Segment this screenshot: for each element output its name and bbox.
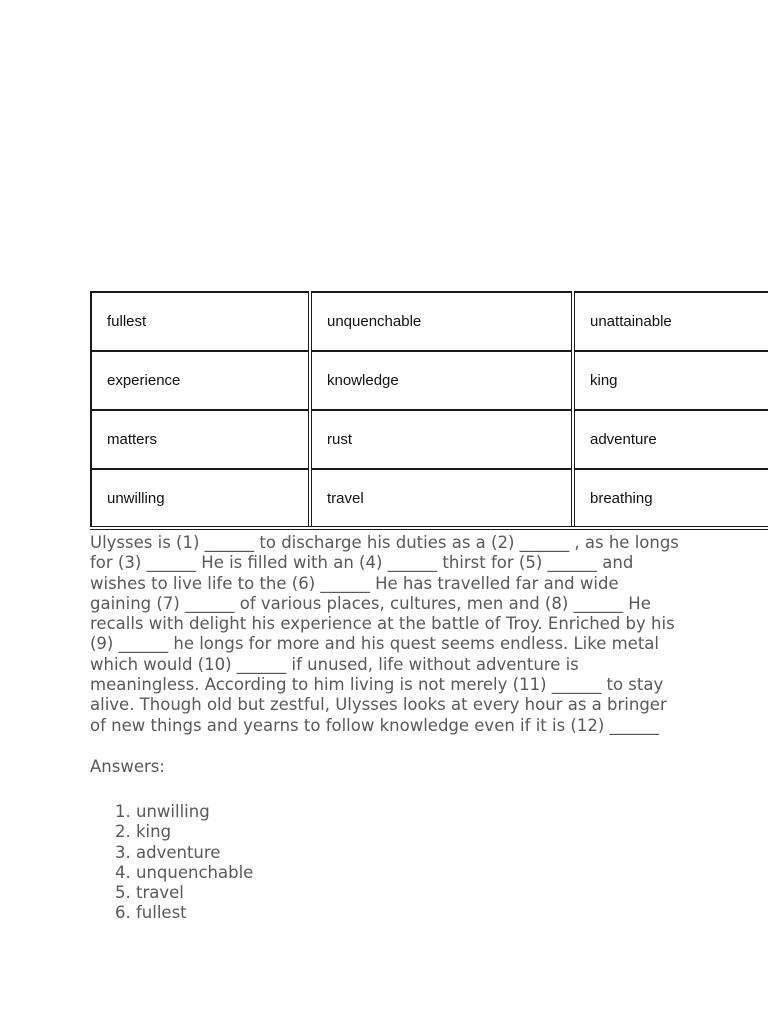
table-row xyxy=(91,292,768,351)
answers-list xyxy=(90,802,253,924)
table-row xyxy=(91,469,768,528)
table-row xyxy=(91,351,768,410)
word-bank-table xyxy=(90,291,768,530)
table-cell: unattainable xyxy=(573,292,768,351)
table-cell: travel xyxy=(310,469,573,528)
table-cell: rust xyxy=(310,410,573,469)
table-cell: matters xyxy=(91,410,310,469)
fill-in-the-blanks-passage: Ulysses is (1) ______ to discharge his duties as a (2) ______ , as he longs for (3) ______ He is filled with an (4) ______ thirst for (5) ______ and wishes to live life to the (6) ______ He has travelled far and wide gaining (7) ______ of various places, cultures, men and (8) ______ He recalls with delight his experience at the battle of Troy. Enriched by his (9) ______ he longs for more and his quest seems endless. Like metal which would (10) ______ if unused, life without adventure is meaningless. According to him living is not merely (11) ______ to stay alive. Though old but zestful, Ulysses looks at every hour as a bringer of new things and yearns to follow knowledge even if it is (12) ______ xyxy=(90,533,679,735)
list-item: 2. king xyxy=(136,822,253,842)
list-item: 5. travel xyxy=(136,883,253,903)
list-item: 6. fullest xyxy=(136,903,253,923)
table-cell: king xyxy=(573,351,768,410)
list-item: 3. adventure xyxy=(136,843,253,863)
table-cell: unquenchable xyxy=(310,292,573,351)
answers-heading: Answers: xyxy=(90,757,165,776)
table-cell: adventure xyxy=(573,410,768,469)
table-cell: breathing xyxy=(573,469,768,528)
table-cell: fullest xyxy=(91,292,310,351)
list-item: 1. unwilling xyxy=(136,802,253,822)
list-item: 4. unquenchable xyxy=(136,863,253,883)
table-cell: unwilling xyxy=(91,469,310,528)
table-cell: experience xyxy=(91,351,310,410)
table-row xyxy=(91,410,768,469)
table-cell: knowledge xyxy=(310,351,573,410)
